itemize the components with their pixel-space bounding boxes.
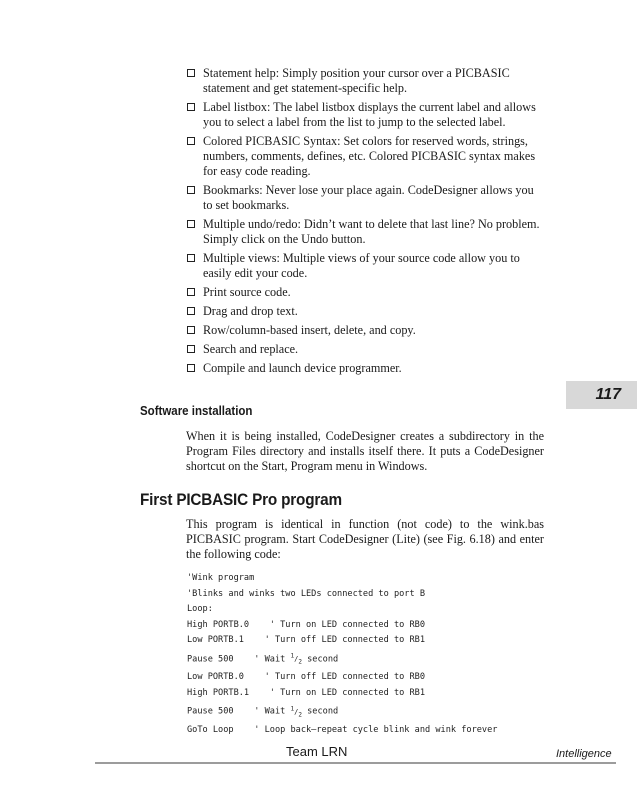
- list-item: Drag and drop text.: [186, 304, 546, 319]
- list-item: Search and replace.: [186, 342, 546, 357]
- code-line: Pause 500 ' Wait $^1/_2$ second: [187, 705, 339, 719]
- checkbox-square-icon: [187, 364, 195, 372]
- code-listing: [187, 571, 547, 738]
- code-line: 'Blinks and winks two LEDs connected to port B: [187, 588, 425, 599]
- list-item: Label listbox: The label listbox displays the current label and allows you to select a label from the list to jump to the selected label.: [186, 100, 546, 130]
- code-line: High PORTB.0 ' Turn on LED connected to RB0: [187, 619, 425, 630]
- checkbox-square-icon: [187, 288, 195, 296]
- code-line: High PORTB.1 ' Turn on LED connected to RB1: [187, 687, 425, 698]
- code-line: Low PORTB.1 ' Turn off LED connected to RB1: [187, 635, 425, 646]
- code-line: 'Wink program: [187, 573, 255, 583]
- code-line: Loop:: [187, 604, 213, 615]
- footer-chapter-label: Intelligence: [556, 748, 612, 760]
- list-item: Colored PICBASIC Syntax: Set colors for reserved words, strings, numbers, comments, defines, etc. Colored PICBASIC syntax makes for easy code reading.: [186, 134, 546, 179]
- fraction-one-half: $^1/_2$: [290, 705, 302, 719]
- fraction-one-half: $^1/_2$: [290, 652, 302, 666]
- code-line: Low PORTB.0 ' Turn off LED connected to RB0: [187, 672, 425, 683]
- checkbox-square-icon: [187, 307, 195, 315]
- list-item: Multiple views: Multiple views of your source code allow you to easily edit your code.: [186, 251, 546, 281]
- list-item: Statement help: Simply position your cursor over a PICBASIC statement and get statement-specific help.: [186, 66, 546, 96]
- checkbox-square-icon: [187, 220, 195, 228]
- section-heading-first-program: First PICBASIC Pro program: [140, 490, 342, 509]
- code-line: Pause 500 ' Wait $^1/_2$ second: [187, 652, 339, 666]
- program-intro-paragraph: This program is identical in function (not code) to the wink.bas PICBASIC program. Start CodeDesigner (Lite) (see Fig. 6.18) and enter the following code:: [186, 517, 544, 561]
- code-line: GoTo Loop ' Loop back—repeat cycle blink and wink forever: [187, 724, 498, 735]
- list-item: Multiple undo/redo: Didn’t want to delete that last line? No problem. Simply click on the Undo button.: [186, 217, 546, 247]
- checkbox-square-icon: [187, 103, 195, 111]
- checkbox-square-icon: [187, 254, 195, 262]
- checkbox-square-icon: [187, 326, 195, 334]
- footer-team-label: Team LRN: [286, 744, 348, 759]
- section-heading-software-installation: Software installation: [140, 404, 253, 418]
- checkbox-square-icon: [187, 186, 195, 194]
- list-item: Compile and launch device programmer.: [186, 361, 546, 376]
- installation-paragraph: When it is being installed, CodeDesigner creates a subdirectory in the Program Files directory and installs itself there. It puts a CodeDesigner shortcut on the Start, Program menu in Windows.: [186, 429, 544, 473]
- footer-divider: [95, 762, 616, 764]
- checkbox-square-icon: [187, 69, 195, 77]
- checkbox-square-icon: [187, 137, 195, 145]
- checkbox-square-icon: [187, 345, 195, 353]
- list-item: Bookmarks: Never lose your place again. CodeDesigner allows you to set bookmarks.: [186, 183, 546, 213]
- page-number: 117: [566, 381, 637, 409]
- list-item: Row/column-based insert, delete, and copy.: [186, 323, 546, 338]
- feature-list: [186, 66, 546, 380]
- list-item: Print source code.: [186, 285, 546, 300]
